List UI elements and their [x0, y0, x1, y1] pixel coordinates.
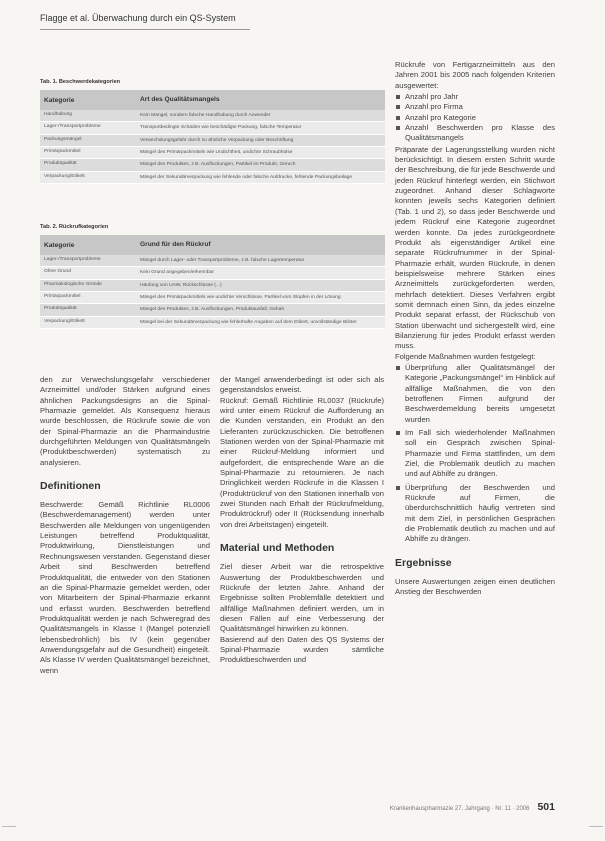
table-cell: Ohne Grund	[44, 269, 71, 275]
table-cell: Verpackung/Etikett	[44, 173, 85, 179]
table-row	[40, 135, 385, 147]
measures-list	[395, 363, 555, 545]
table-cell: Produktqualität	[44, 306, 77, 312]
journal-info: Krankenhauspharmazie 27. Jahrgang · Nr. 11 · 2006	[389, 806, 530, 812]
table-cell: Primärpackmittel	[44, 294, 81, 300]
table-row	[40, 147, 385, 159]
list-item: Anzahl pro Firma	[395, 102, 555, 112]
text-column-middle	[220, 375, 384, 666]
header-rule	[40, 29, 250, 30]
list-item: Anzahl Beschwerden pro Klasse des Qualitätsmangels	[395, 123, 555, 144]
table-2-caption: Tab. 2. Rückrufkategorien	[40, 224, 109, 230]
table-row	[40, 255, 385, 267]
table-cell: Mängel bei der Sekundärverpackung wie fehlerhafte Angaben auf dem Etikett, unvollständige Blister	[140, 319, 357, 325]
table-2	[40, 224, 385, 329]
table-cell: Lager-/Transportprobleme	[44, 257, 101, 262]
paragraph: Rückruf: Gemäß Richtlinie RL0037 (Rückrufe) wird unter einem Rückruf die Aufforderung an die Kunden verstanden, ein Produkt an den Lieferanten zurückzuschicken. Die betroffenen Stationen werden von der Spinal-Pharmazie mit einer Rückruf-Meldung informiert und aufgefordert, die entsprechende Ware an die Spinal-Pharmazie zu retournieren. Je nach Dringlichkeit werden Rückrufe in die Klassen I (Produktrückruf von den Stationen innerhalb von zwei Stunden nach Erhalt der Rückrufmeldung, Produktrückruf) oder II (Rücksendung innerhalb von drei Arbeitstagen) eingeteilt.	[220, 395, 384, 529]
crop-mark	[2, 826, 16, 841]
table-row	[40, 159, 385, 171]
list-item: Überprüfung aller Qualitätsmängel der Kategorie „Packungsmängel“ im Hinblick auf allfällige Maßnahmen, die von den betroffenen Firmen aufgrund der Beschwerdemeldung bereits umgesetzt wurden	[395, 363, 555, 425]
table-row	[40, 122, 385, 134]
table-cell: Pharmakologische Gründe	[44, 281, 102, 287]
text-column-left	[40, 375, 210, 676]
table-cell: Handhabung	[44, 112, 73, 117]
paragraph: Ziel dieser Arbeit war die retrospektive Auswertung der Produktbeschwerden und Rückrufe der letzten Jahre. Anhand der Ergebnisse sollten Problemfälle detektiert und allfällige Maßnahmen definiert werden, um in diesen Fällen auf eine Verbesserung der Qualitätsmängel hinwirken zu können.	[220, 562, 384, 634]
table-2-col-header: Kategorie	[44, 241, 75, 249]
paragraph: der Mangel anwenderbedingt ist oder sich als gegenstandslos erweist.	[220, 375, 384, 395]
table-cell: Kein Grund angegeben/erkennbar	[140, 270, 214, 276]
table-2-col-header: Grund für den Rückruf	[140, 241, 211, 249]
table-cell: Verpackung/Etikett	[44, 318, 85, 324]
page-number: 501	[537, 801, 555, 813]
table-cell: Produktqualität	[44, 161, 77, 167]
table-cell: Primärpackmittel	[44, 149, 81, 155]
table-cell: Transportbedingte Schäden wie beschädigte Packung, falsche Temperatur	[140, 125, 302, 131]
table-1	[40, 79, 385, 184]
page-footer	[340, 801, 555, 813]
table-cell: Lager-/Transportprobleme	[44, 124, 101, 130]
table-cell: Mängel des Primärpackmittels wie Undichtheit, undichte Schraubhülse	[140, 150, 293, 156]
paragraph: Unsere Auswertungen zeigen einen deutlichen Anstieg der Beschwerden	[395, 576, 555, 597]
table-cell: Mängel durch Lager- oder Transportprobleme, z.B. falsche Lagertemperatur	[140, 258, 305, 263]
table-row	[40, 172, 385, 184]
table-cell: Verwechslungsgefahr durch zu ähnliche Verpackung oder Beschriftung	[140, 137, 294, 143]
table-2-header-row	[40, 235, 385, 255]
table-cell: Häufung von UAW, Rückschlüsse (...)	[140, 282, 222, 288]
list-item: Im Fall sich wiederholender Maßnahmen soll ein Gespräch zwischen Spinal-Pharmazie und Firma stattfinden, um dem Ziel, die Problematik deutlich zu machen und auf Abhilfe zu drängen.	[395, 428, 555, 480]
section-heading-definitionen: Definitionen	[40, 480, 101, 493]
table-1-col-header: Art des Qualitätsmangels	[140, 96, 220, 104]
criteria-list	[395, 92, 555, 144]
list-item: Anzahl pro Jahr	[395, 92, 555, 102]
table-1-caption: Tab. 1. Beschwerdekategorien	[40, 79, 121, 85]
table-row	[40, 280, 385, 292]
paragraph: den zur Verwechslungsgefahr verschiedener Arzneimittel und/oder Stärken aufgrund eines ähnlichen Packungsdesigns an die Spinal-Pharmazie gemeldet. Als Konsequenz hieraus wurde beschlossen, die Rückrufe sowie die von der Spinal-Pharmazie an die Pharmaindustrie durchgeführten Meldungen von Qualitätsmängeln (Produktbeschwerden) systematisch zu analysieren.	[40, 375, 210, 467]
section-heading-material-methoden: Material und Methoden	[220, 542, 335, 555]
running-head: Flagge et al. Überwachung durch ein QS-System	[40, 13, 236, 23]
table-cell: Mängel der Sekundärverpackung wie fehlende oder falsche Aufdrucke, fehlende Packungsbeilage	[140, 174, 353, 180]
table-cell: Mängel des Primärpackmittels wie undichte Verschlüsse, Partikel vom Stopfen in der Lösung	[140, 295, 341, 301]
section-heading-ergebnisse: Ergebnisse	[395, 556, 452, 569]
table-cell: Mängel des Produktes, z.B. Ausflockungen, Partikel im Produkt, Geruch	[140, 162, 296, 168]
table-row	[40, 267, 385, 279]
list-item: Überprüfung der Beschwerden und Rückrufe auf Firmen, die überdurchschnittlich häufig vertreten sind mit dem Ziel, in persönlichen Gesprächen die Problematik deutlich zu machen und auf Abhilfe zu drängen.	[395, 483, 555, 545]
table-1-col-header: Kategorie	[44, 96, 75, 104]
table-row	[40, 110, 385, 122]
table-cell: Kein Mangel, sondern falsche Handhabung durch Anwender	[140, 113, 271, 118]
table-row	[40, 304, 385, 316]
table-row	[40, 292, 385, 304]
table-1-header-row	[40, 90, 385, 110]
list-item: Anzahl pro Kategorie	[395, 113, 555, 123]
table-row	[40, 317, 385, 329]
table-cell: Mängel des Produktes, z.B. Ausflockungen, Produktausfall, Gehalt	[140, 307, 284, 313]
paragraph: Folgende Maßnahmen wurden festgelegt:	[395, 351, 536, 361]
paragraph: Präparate der Lagerungsstellung wurden nicht berücksichtigt. In diesem ersten Schritt wurde der Beschreibung, die für jede Beschwerde und jeden Rückruf hinterlegt werden, ein Stichwort zugeordnet. Anhand dieser Schlagworte konnten jeweils sechs Kategorien definiert (Tab. 1 und 2), so dass jeder Beschwerde und jedem Rückruf eine Kategorie zugeordnet werden konnte. Da jedes zurückgeordnete Produkt als eigenständiger Artikel eine separate Rückrufnummer in der Spinal-Pharmazie erhält, wurden Rückrufe, in denen beispielsweise mehrere Stärken eines Arzneimittels zurückgeforderten werden, mehrfach detektiert. Dieses Verfahren ergibt somit demnach einen Sinn, da jedes einzelne Produkt separat erfasst, der Rückschub von Station überwacht und sichergestellt wird, eine Bilanzierung für jedes Produkt erfasst werden muss.	[395, 144, 555, 351]
paragraph: Rückrufe von Fertigarzneimitteln aus den Jahren 2001 bis 2005 nach folgenden Kriterien ausgewertet:	[395, 60, 555, 90]
text-column-right	[395, 60, 555, 598]
table-cell: Packungsmängel	[44, 136, 82, 142]
crop-mark	[589, 826, 603, 841]
paragraph: Beschwerde: Gemäß Richtlinie RL0006 (Beschwerdemanagement) werden unter Beschwerden alle Meldungen von ungenügenden Leistungen betreffend Produktqualität, Produktwirkung, Dienstleistungen und Rechnungswesen verstanden. Gegenstand dieser Arbeit sind Beschwerden betreffend Produktqualität, die entweder von den Stationen an die Spinal-Pharmazie gemeldet werden, oder von Mitarbeitern der Spinal-Pharmazie erkannt und erfasst wurden. Beschwerden betreffend Produktqualität werden je nach Schweregrad des Qualitätsmangels in Klasse I (Mangel potenziell lebensbedrohlich) bis IV (kein gegenüber Anwendungsgefahr auf die Gesundheit) eingeteilt. Als Klasse IV werden Qualitätsmängel bezeichnet, wenn	[40, 500, 210, 675]
paragraph: Basierend auf den Daten des QS Systems der Spinal-Pharmazie wurden sämtliche Produktbeschwerden und	[220, 634, 384, 665]
